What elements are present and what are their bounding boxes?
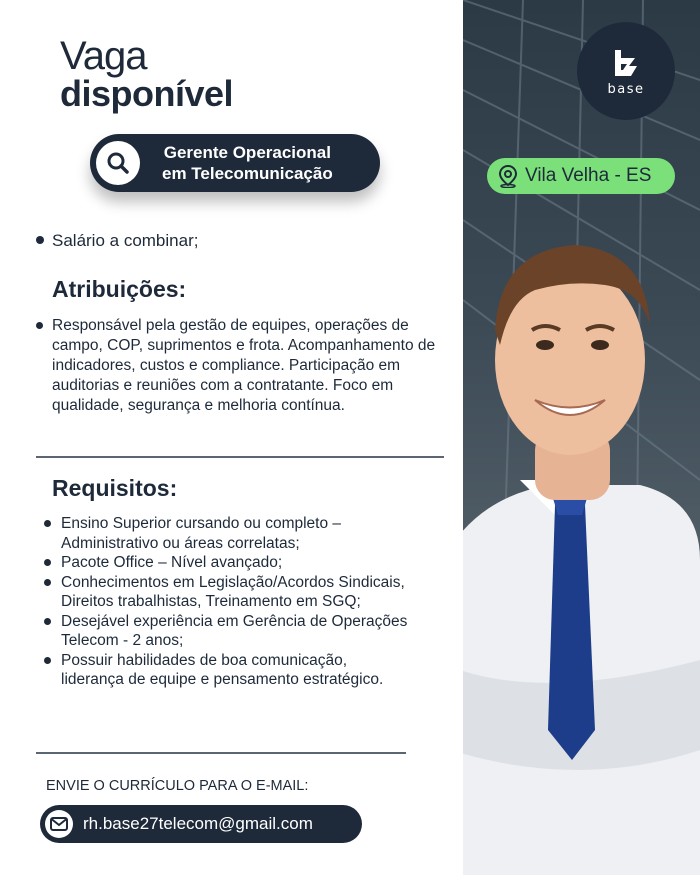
location-text: Vila Velha - ES	[525, 165, 652, 186]
page-title	[60, 36, 233, 112]
bullet	[36, 236, 44, 244]
background-photo-panel	[463, 0, 700, 875]
job-title-pill	[90, 134, 380, 192]
divider	[36, 752, 406, 754]
send-cv-label: ENVIE O CURRÍCULO PARA O E-MAIL:	[46, 778, 309, 794]
base-logo	[577, 22, 675, 120]
brand-name: base	[607, 81, 645, 97]
location-badge	[487, 158, 675, 194]
salary-item	[36, 231, 198, 251]
list-item: Possuir habilidades de boa comunicação, liderança de equipe e pensamento estratégico.	[44, 651, 414, 690]
requirements-heading: Requisitos:	[52, 475, 178, 501]
base-logo-mark	[609, 46, 643, 80]
email-pill[interactable]	[40, 805, 362, 843]
job-title-line2: em Telecomunicação	[162, 164, 333, 183]
search-icon	[96, 141, 140, 185]
list-item: Desejável experiência em Gerência de Operações Telecom - 2 anos;	[44, 612, 414, 651]
location-pin-icon	[497, 164, 519, 188]
bullet	[36, 322, 43, 329]
attributions-heading: Atribuições:	[52, 276, 187, 302]
man-photo	[463, 230, 700, 875]
list-item: Conhecimentos em Legislação/Acordos Sindicais, Direitos trabalhistas, Treinamento em SGQ;	[44, 573, 414, 612]
attributions-text: Responsável pela gestão de equipes, operações de campo, COP, suprimentos e frota. Acompanhamento de indicadores, custos e compliance. Participação em auditorias e reuniões com a contratante. Foco em qualidade, segurança e melhoria contínua.	[52, 317, 436, 414]
title-line2: disponível	[60, 73, 234, 114]
envelope-icon	[45, 810, 73, 838]
attributions-paragraph	[36, 316, 456, 416]
salary-text: Salário a combinar;	[52, 231, 199, 250]
divider	[36, 456, 444, 458]
list-item: Pacote Office – Nível avançado;	[44, 553, 414, 573]
list-item: Ensino Superior cursando ou completo – Administrativo ou áreas correlatas;	[44, 514, 414, 553]
requirements-list	[44, 514, 414, 690]
job-title-line1: Gerente Operacional	[163, 143, 331, 162]
email-address[interactable]: rh.base27telecom@gmail.com	[83, 814, 313, 833]
title-line1: Vaga	[60, 34, 147, 78]
